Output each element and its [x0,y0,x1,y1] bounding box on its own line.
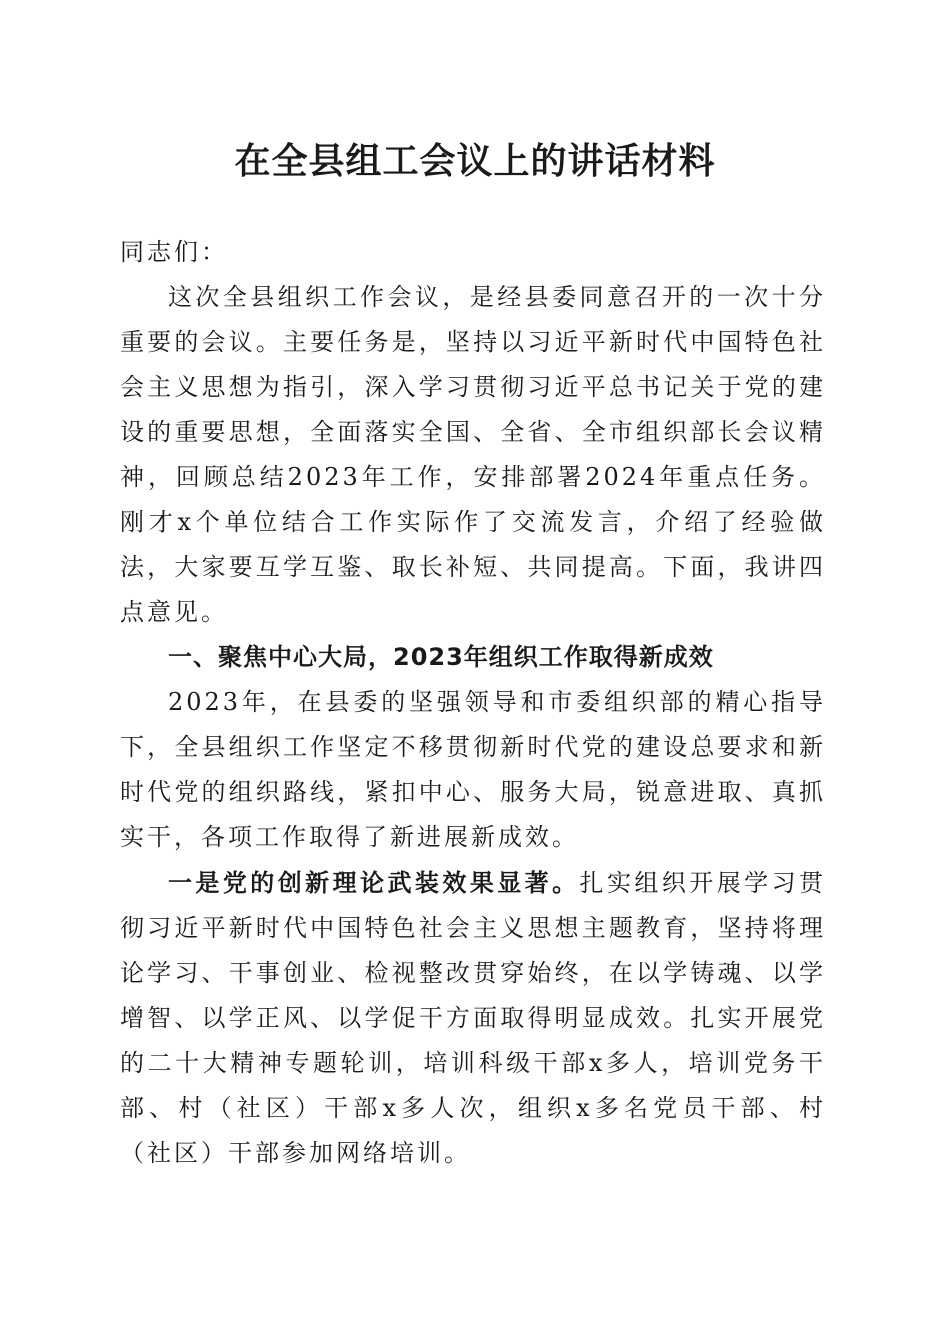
document-title: 在全县组工会议上的讲话材料 [234,140,716,182]
document-body [120,230,826,1176]
paragraph-body-text: 扎实组织开展学习贯彻习近平新时代中国特色社会主义思想主题教育，坚持将理论学习、干事创业、检视整改贯穿始终，在以学铸魂、以学增智、以学正风、以学促干方面取得明显成效。扎实开展党的二十大精神专题轮训，培训科级干部x多人，培训党务干部、村（社区）干部x多人次，组织x多名党员干部、村（社区）干部参加网络培训。 [120,869,827,1167]
section-heading-1: 一、聚焦中心大局，2023年组织工作取得新成效 [168,643,714,671]
paragraph-intro: 这次全县组织工作会议，是经县委同意召开的一次十分重要的会议。主要任务是，坚持以习近平新时代中国特色社会主义思想为指引，深入学习贯彻习近平总书记关于党的建设的重要思想，全面落实全国、全省、全市组织部长会议精神，回顾总结2023年工作，安排部署2024年重点任务。刚才x个单位结合工作实际作了交流发言，介绍了经验做法，大家要互学互鉴、取长补短、共同提高。下面，我讲四点意见。 [120,283,826,626]
paragraph-2023-summary: 2023年，在县委的坚强领导和市委组织部的精心指导下，全县组织工作坚定不移贯彻新时代党的建设总要求和新时代党的组织路线，紧扣中心、服务大局，锐意进取、真抓实干，各项工作取得了新进展新成效。 [120,688,826,851]
salutation: 同志们： [120,238,228,266]
paragraph-lead-sentence: 一是党的创新理论武装效果显著。 [168,868,580,897]
paragraph-theory-armament [120,860,826,1176]
